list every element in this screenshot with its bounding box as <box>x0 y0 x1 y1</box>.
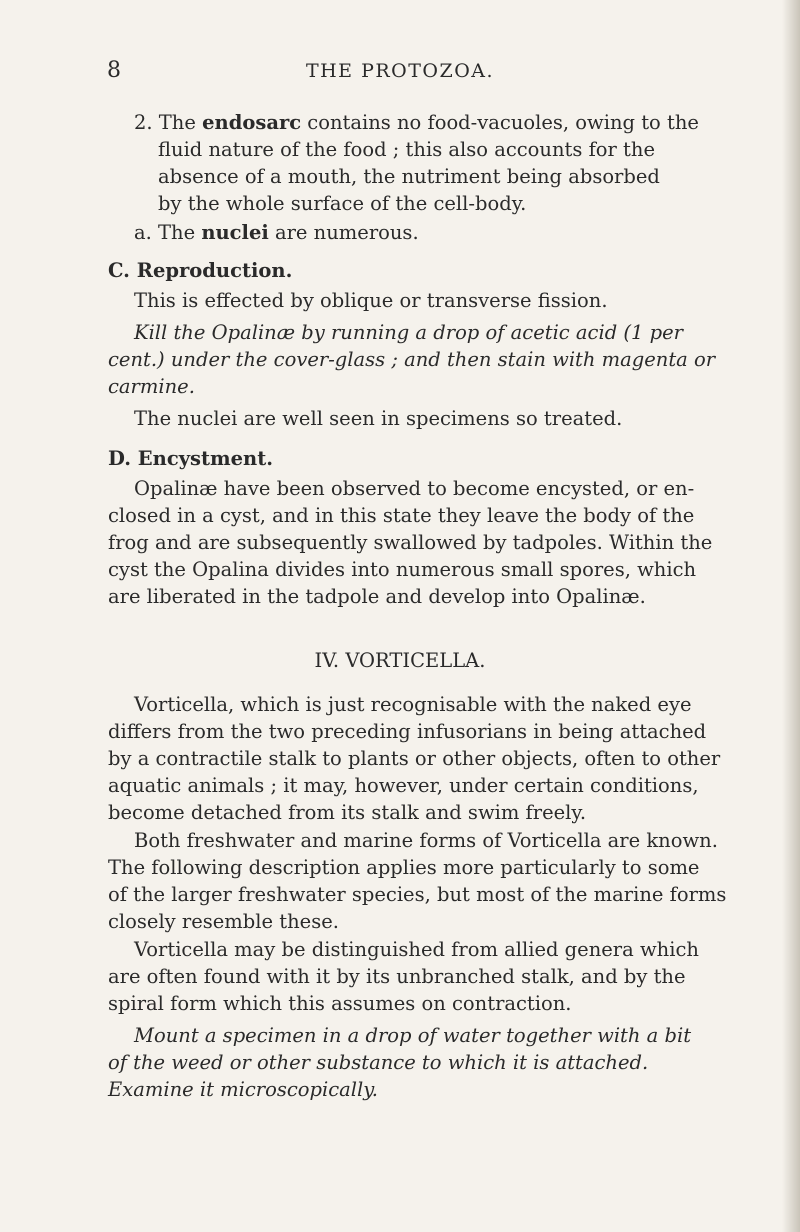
paragraph-line: frog and are subsequently swallowed by tadpoles. Within the <box>108 531 713 554</box>
paragraph-line: closely resemble these. <box>108 910 339 933</box>
paragraph-line: closed in a cyst, and in this state they leave the body of the <box>108 504 695 527</box>
instruction-line: Examine it microscopically. <box>108 1078 378 1101</box>
section-heading-encystment: D. Encystment. <box>108 447 274 470</box>
instruction-line: cent.) under the cover-glass ; and then stain with magenta or <box>108 348 716 371</box>
chapter-heading-vorticella: IV. VORTICELLA. <box>314 649 486 672</box>
term-endosarc: endosarc <box>202 111 302 134</box>
section-heading-reproduction: C. Reproduction. <box>108 259 293 282</box>
text-run: a. The <box>134 221 202 244</box>
paragraph-line: differs from the two preceding infusorians in being attached <box>108 720 707 743</box>
paragraph-line: Vorticella, which is just recognisable with the naked eye <box>134 693 692 716</box>
paragraph-line: are liberated in the tadpole and develop into Opalinæ. <box>108 585 646 608</box>
instruction-line: of the weed or other substance to which it is attached. <box>108 1051 649 1074</box>
text-run: contains no food-vacuoles, owing to the <box>301 111 699 134</box>
paragraph-line: of the larger freshwater species, but most of the marine forms <box>108 883 727 906</box>
paragraph-line: absence of a mouth, the nutriment being absorbed <box>158 165 660 188</box>
paragraph-line: Opalinæ have been observed to become encysted, or en- <box>134 477 695 500</box>
page-header <box>0 58 800 88</box>
paragraph-line: spiral form which this assumes on contraction. <box>108 992 572 1015</box>
paragraph-line <box>134 220 419 246</box>
paragraph-line: Vorticella may be distinguished from allied genera which <box>134 938 699 961</box>
term-nuclei: nuclei <box>201 221 269 244</box>
paragraph-line: The nuclei are well seen in specimens so treated. <box>134 407 623 430</box>
paragraph-line: by the whole surface of the cell-body. <box>158 192 527 215</box>
paragraph-line: This is effected by oblique or transverse fission. <box>134 289 608 312</box>
instruction-line: Mount a specimen in a drop of water together with a bit <box>134 1024 692 1047</box>
paragraph-line: are often found with it by its unbranched stalk, and by the <box>108 965 686 988</box>
text-run: 2. The <box>134 111 203 134</box>
paragraph-line: become detached from its stalk and swim freely. <box>108 801 587 824</box>
paragraph-line <box>134 110 699 136</box>
instruction-line: carmine. <box>108 375 195 398</box>
paragraph-line: Both freshwater and marine forms of Vorticella are known. <box>134 829 718 852</box>
page-number: 8 <box>107 58 121 83</box>
paragraph-line: The following description applies more particularly to some <box>108 856 700 879</box>
paragraph-line: aquatic animals ; it may, however, under certain conditions, <box>108 774 699 797</box>
running-title: THE PROTOZOA. <box>305 60 495 82</box>
paragraph-line: cyst the Opalina divides into numerous small spores, which <box>108 558 697 581</box>
text-run: are numerous. <box>268 221 419 244</box>
page-edge-shadow <box>782 0 800 1232</box>
paragraph-line: fluid nature of the food ; this also accounts for the <box>158 138 655 161</box>
paragraph-line: by a contractile stalk to plants or other objects, often to other <box>108 747 721 770</box>
instruction-line: Kill the Opalinæ by running a drop of acetic acid (1 per <box>134 321 683 344</box>
